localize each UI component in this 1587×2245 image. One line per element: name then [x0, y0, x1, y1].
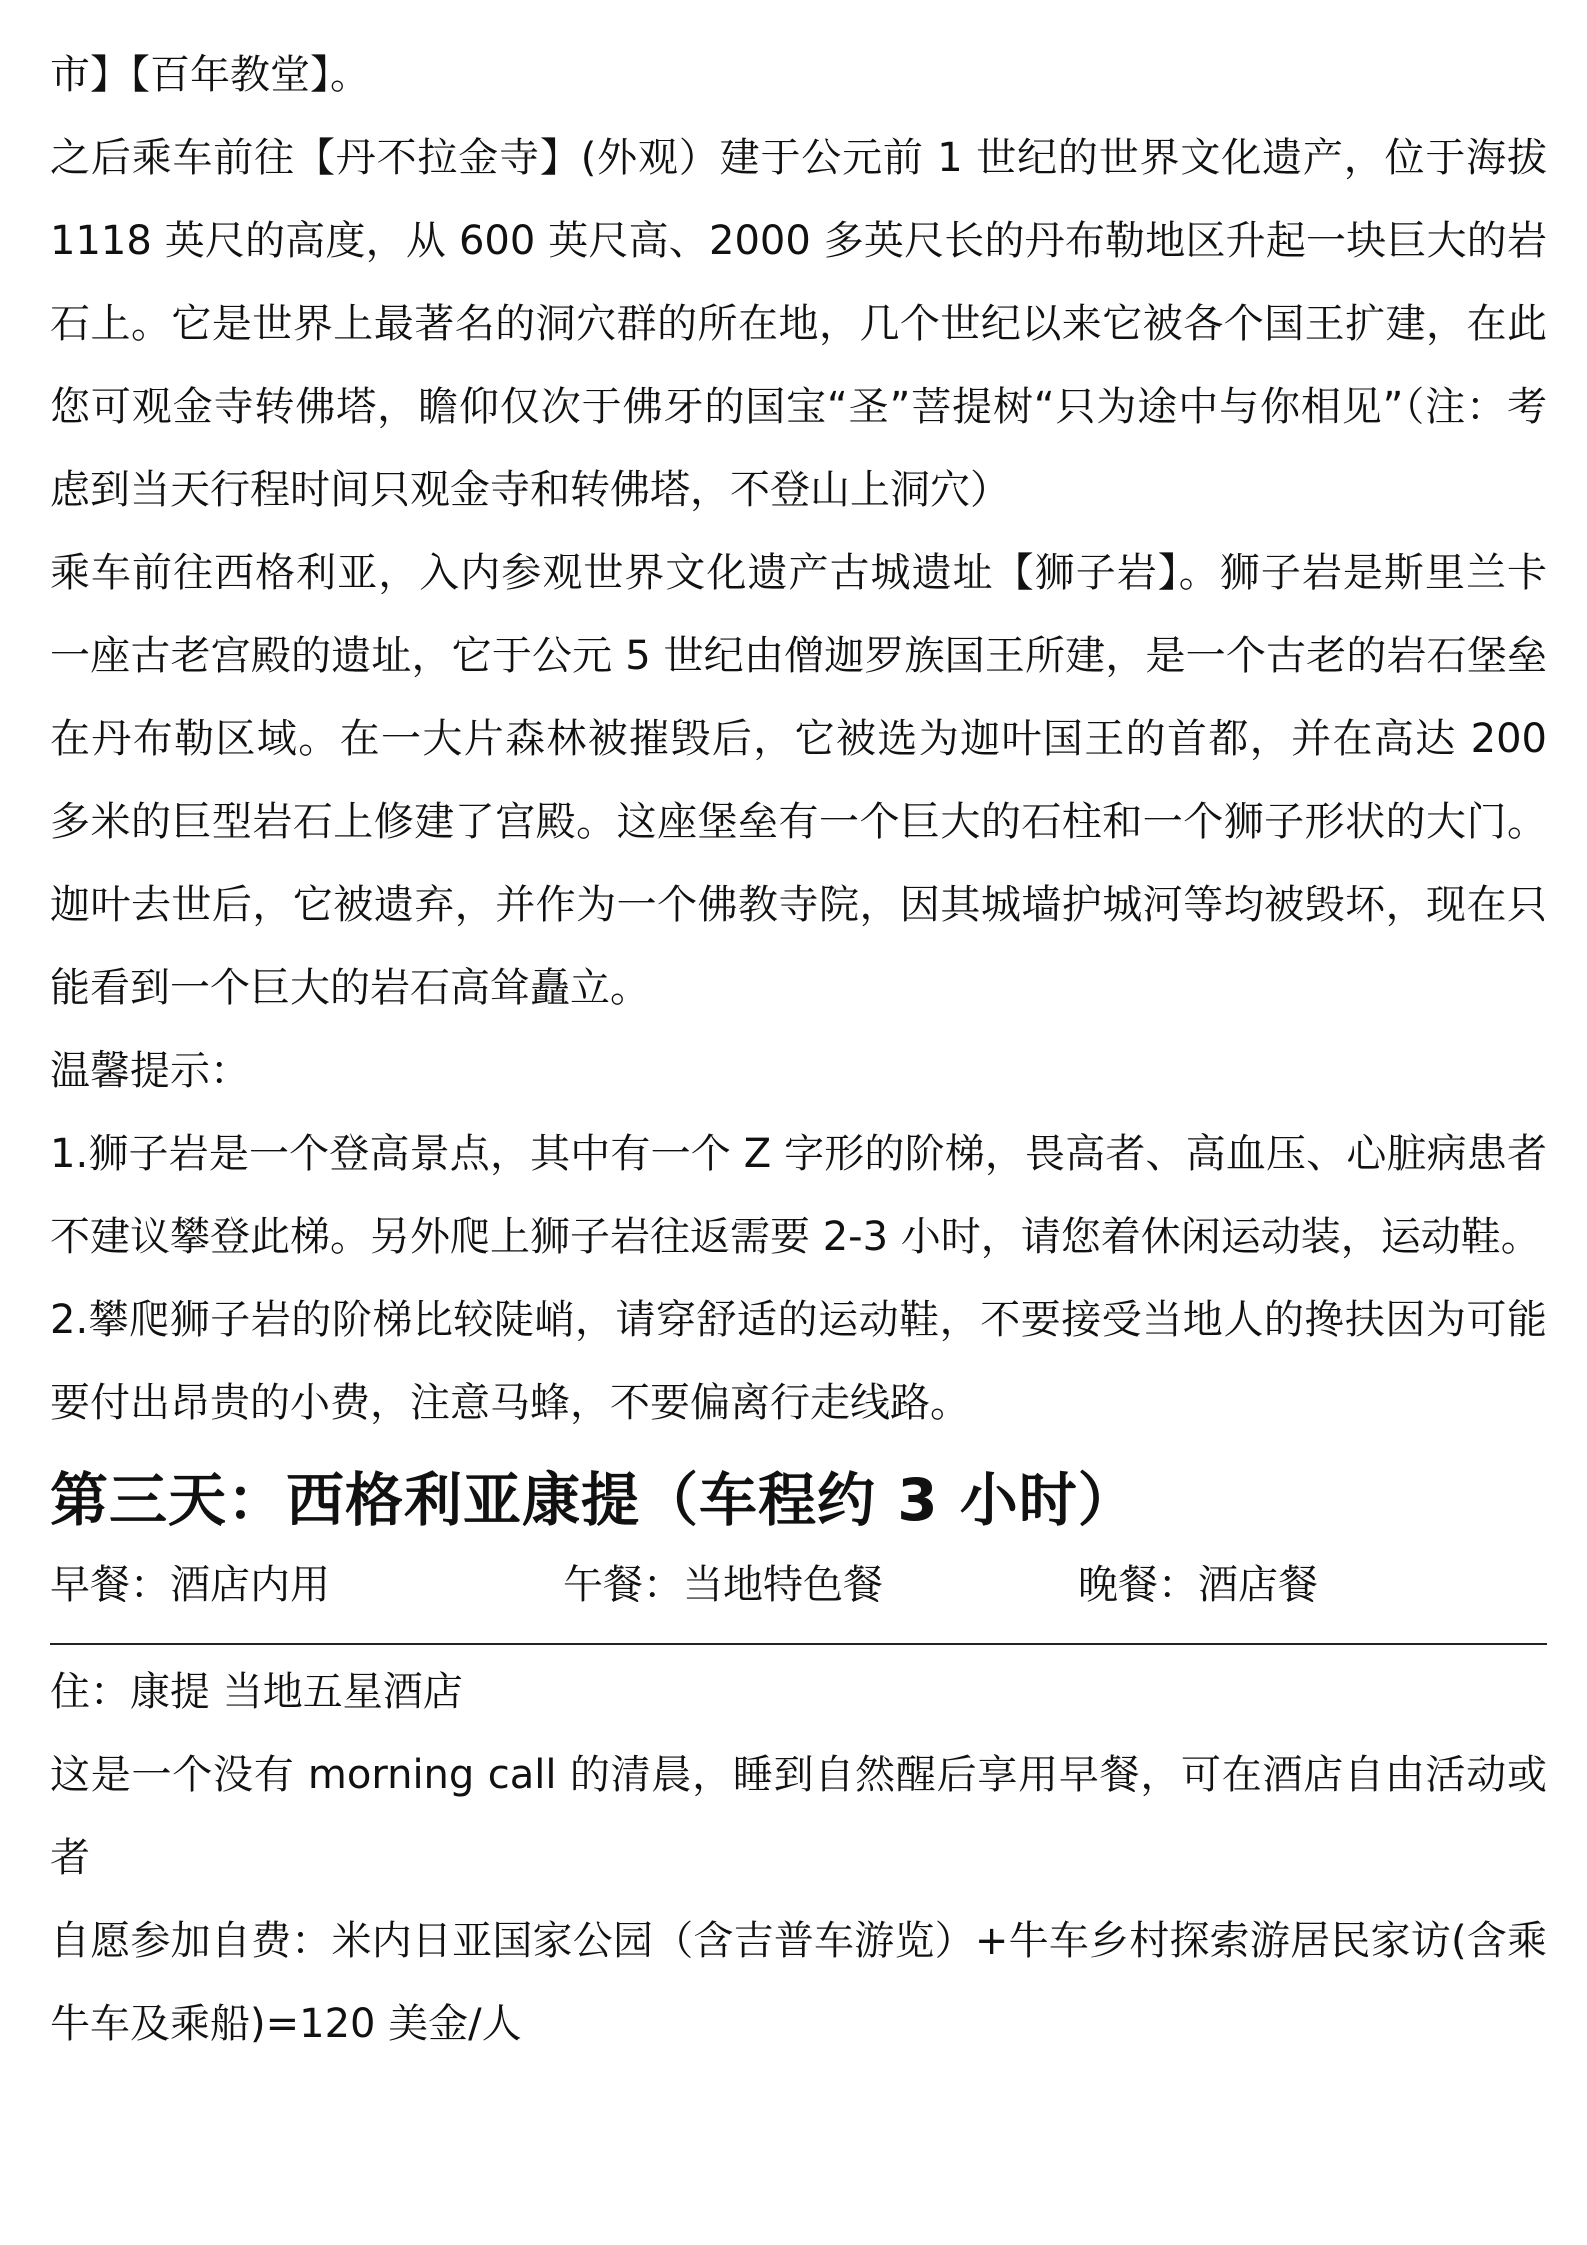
paragraph-golden-temple: 之后乘车前往【丹不拉金寺】(外观）建于公元前 1 世纪的世界文化遗产，位于海拔 1118 英尺的高度，从 600 英尺高、2000 多英尺长的丹布勒地区升起一块巨大的岩石上。它是世界上最著名的洞穴群的所在地，几个世纪以来它被各个国王扩建，在此您可观金寺转佛塔，瞻仰仅次于佛牙的国宝“圣”菩提树“只为途中与你相见”（注：考虑到当天行程时间只观金寺和转佛塔，不登山上洞穴）	[50, 135, 1547, 513]
meal-dinner: 晚餐：酒店餐	[1078, 1562, 1318, 1608]
tip-item-1: 1.狮子岩是一个登高景点，其中有一个 Z 字形的阶梯，畏高者、高血压、心脏病患者不建议攀登此梯。另外爬上狮子岩往返需要 2-3 小时，请您着休闲运动装，运动鞋。	[50, 1131, 1547, 1260]
meal-breakfast: 早餐：酒店内用	[50, 1562, 330, 1608]
document-page	[50, 34, 1547, 2066]
meals-row	[50, 1555, 1547, 1623]
paragraph-church: 市】【百年教堂】。	[50, 52, 370, 98]
tips-heading: 温馨提示：	[50, 1048, 250, 1094]
day-three-title: 第三天：西格利亚康提（车程约 3 小时）	[50, 1466, 1137, 1534]
paragraph-optional-tour: 自愿参加自费：米内日亚国家公园（含吉普车游览）+牛车乡村探索游居民家访(含乘牛车及乘船)=120 美金/人	[50, 1918, 1547, 2047]
paragraph-morning: 这是一个没有 morning call 的清晨，睡到自然醒后享用早餐，可在酒店自由活动或者	[50, 1752, 1547, 1881]
meal-lunch: 午餐：当地特色餐	[563, 1562, 883, 1608]
tip-item-2: 2.攀爬狮子岩的阶梯比较陡峭，请穿舒适的运动鞋，不要接受当地人的搀扶因为可能要付出昂贵的小费，注意马蜂，不要偏离行走线路。	[50, 1297, 1547, 1426]
divider	[50, 1643, 1547, 1645]
paragraph-lion-rock: 乘车前往西格利亚，入内参观世界文化遗产古城遗址【狮子岩】。狮子岩是斯里兰卡一座古老宫殿的遗址，它于公元 5 世纪由僧迦罗族国王所建，是一个古老的岩石堡垒在丹布勒区域。在一大片森林被摧毁后，它被选为迦叶国王的首都，并在高达 200 多米的巨型岩石上修建了宫殿。这座堡垒有一个巨大的石柱和一个狮子形状的大门。迦叶去世后，它被遗弃，并作为一个佛教寺院，因其城墙护城河等均被毁坏，现在只能看到一个巨大的岩石高耸矗立。	[50, 550, 1547, 1011]
hotel-line: 住：康提 当地五星酒店	[50, 1669, 463, 1715]
